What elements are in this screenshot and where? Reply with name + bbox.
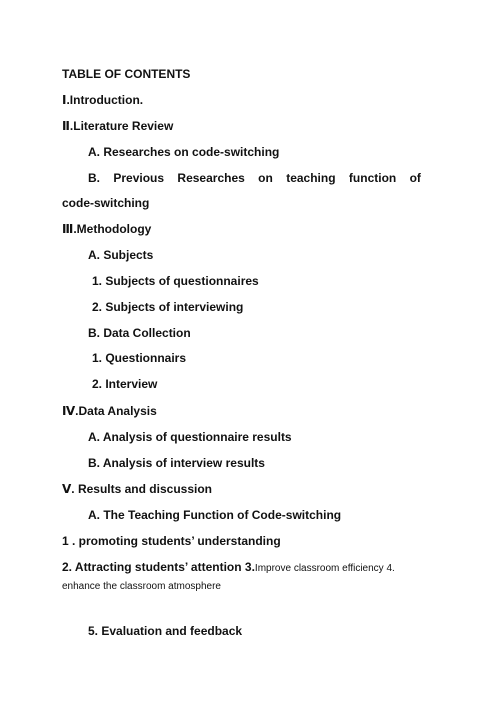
toc-section-methodology: Ⅲ.Methodology	[62, 222, 152, 236]
toc-word: Researches	[177, 171, 245, 185]
toc-subsection-teaching-function: A. The Teaching Function of Code-switching	[88, 508, 342, 522]
toc-subsection-researches-code-switching: A. Researches on code-switching	[88, 145, 280, 159]
toc-word: on	[258, 171, 273, 185]
toc-item-subjects-interviewing: 2. Subjects of interviewing	[92, 300, 244, 314]
toc-title: TABLE OF CONTENTS	[62, 67, 191, 81]
toc-item-questionnairs: 1. Questionnairs	[92, 351, 187, 365]
toc-subsection-previous-researches	[88, 171, 421, 185]
toc-item-promoting-understanding: 1 . promoting students’ understanding	[62, 534, 281, 548]
toc-word: teaching	[286, 171, 336, 185]
toc-section-literature-review: Ⅱ.Literature Review	[62, 119, 174, 133]
toc-word: of	[409, 171, 421, 185]
toc-item-interview: 2. Interview	[92, 377, 158, 391]
toc-item-attracting-attention-text: 2. Attracting students’ attention 3.	[62, 560, 255, 574]
toc-item-improve-efficiency: Improve classroom efficiency 4.	[254, 563, 395, 574]
toc-subsection-previous-researches-cont: code-switching	[62, 196, 150, 210]
toc-subsection-questionnaire-results: A. Analysis of questionnaire results	[88, 430, 292, 444]
toc-item-evaluation-feedback: 5. Evaluation and feedback	[88, 624, 243, 638]
toc-word: Previous	[113, 171, 165, 185]
toc-item-subjects-questionnaires: 1. Subjects of questionnaires	[92, 274, 259, 288]
toc-item-enhance-atmosphere: enhance the classroom atmosphere	[62, 581, 221, 592]
toc-section-introduction: Ⅰ.Introduction.	[62, 93, 144, 107]
toc-word: B.	[88, 171, 100, 185]
toc-section-data-analysis: Ⅳ.Data Analysis	[62, 404, 157, 418]
toc-subsection-subjects: A. Subjects	[88, 248, 154, 262]
toc-section-results-discussion: Ⅴ. Results and discussion	[62, 482, 212, 496]
toc-word: function	[348, 171, 397, 185]
toc-item-attracting-attention	[62, 560, 395, 576]
toc-subsection-data-collection: B. Data Collection	[88, 326, 191, 340]
toc-subsection-interview-results: B. Analysis of interview results	[88, 456, 265, 470]
